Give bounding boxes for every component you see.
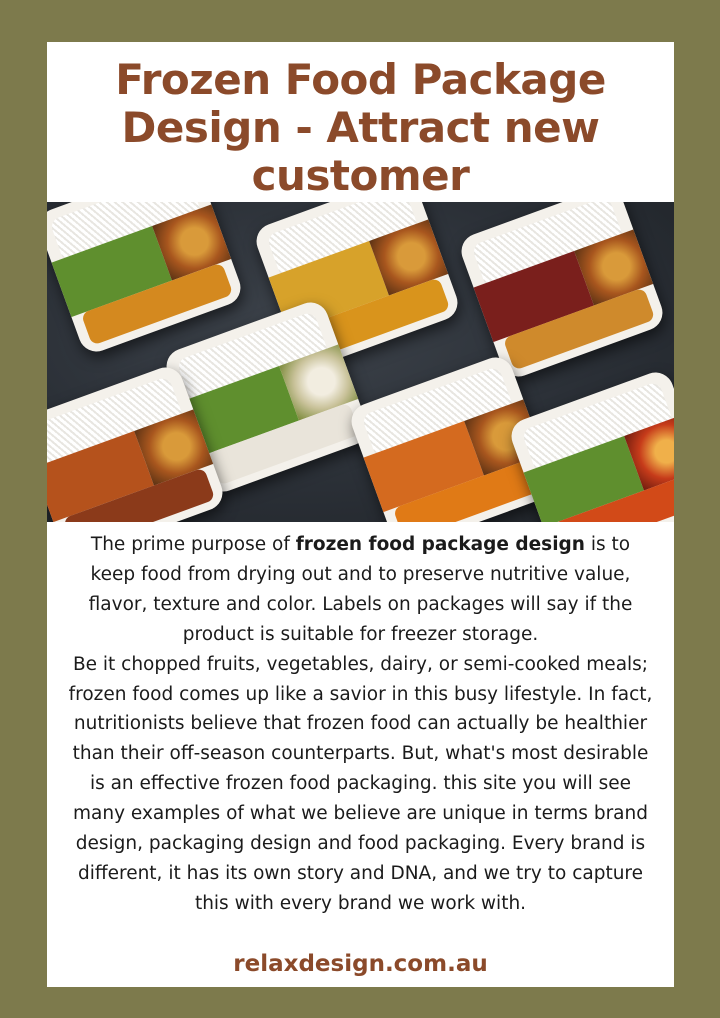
keyword-emphasis: frozen food package design <box>295 534 585 555</box>
intro-text: The prime purpose of <box>90 534 296 555</box>
meal-tray <box>47 202 246 357</box>
title-line-2: Design - Attract new <box>121 103 600 152</box>
poster-title <box>47 56 674 200</box>
food-packages-photo <box>47 202 674 522</box>
meal-tray <box>456 202 667 382</box>
intro-text-continued: is to keep food from drying out and to preserve nutritive value, flavor, texture and color. Labels on packages will say if the product is suitable for freezer storage. <box>88 534 633 645</box>
website-link[interactable]: relaxdesign.com.au <box>233 951 488 977</box>
poster-card <box>47 42 674 987</box>
title-line-3: customer <box>251 151 470 200</box>
body-text <box>67 530 654 919</box>
title-line-1: Frozen Food Package <box>115 55 606 104</box>
second-paragraph: Be it chopped fruits, vegetables, dairy, or semi-cooked meals; frozen food comes up like a savior in this busy lifestyle. In fact, nutritionists believe that frozen food can actually be healthier than their off-season counterparts. But, what's most desirable is an effective frozen food packaging. this site you will see many examples of what we believe are unique in terms brand design, packaging design and food packaging. Every brand is different, it has its own story and DNA, and we try to capture this with every brand we work with. <box>68 653 653 914</box>
